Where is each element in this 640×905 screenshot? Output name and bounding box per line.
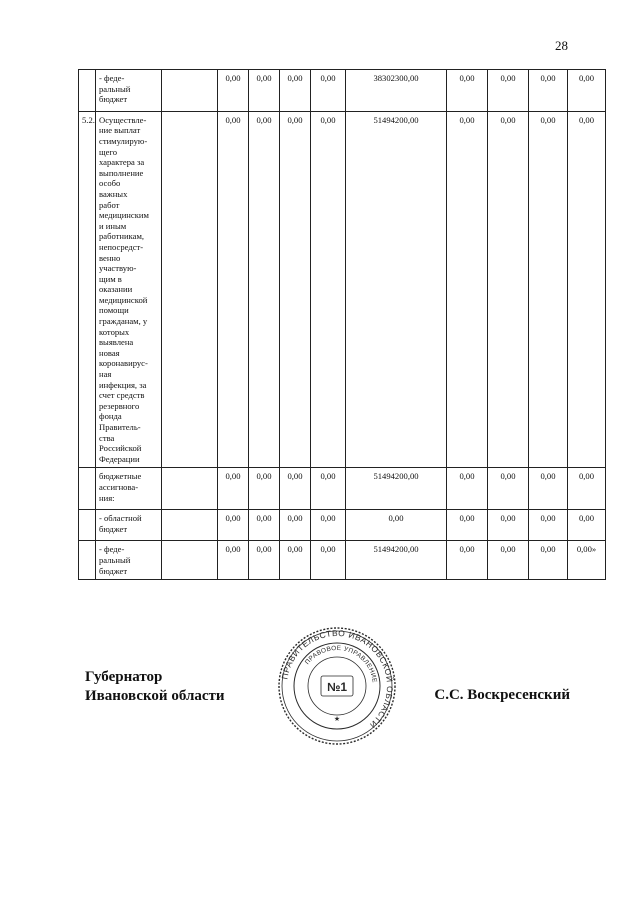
value-cell: 0,00 xyxy=(568,510,606,541)
value-cell: 0,00 xyxy=(311,111,346,468)
value-cell: 0,00 xyxy=(218,468,249,510)
value-cell: 51494200,00 xyxy=(346,111,447,468)
value-cell: 0,00 xyxy=(488,70,529,112)
value-cell: 0,00 xyxy=(311,541,346,580)
value-cell: 0,00 xyxy=(311,510,346,541)
signature-title-line1: Губернатор xyxy=(85,669,163,685)
value-cell: 0,00 xyxy=(488,111,529,468)
value-cell: 0,00 xyxy=(218,70,249,112)
row-name-cell xyxy=(96,468,162,510)
value-cell: 0,00 xyxy=(280,468,311,510)
value-cell: 0,00 xyxy=(346,510,447,541)
row-name-cell xyxy=(96,541,162,580)
value-cell: 0,00 xyxy=(529,111,568,468)
row-name-text: Осуществле- ние выплат стимулирую- щего характера за выполнение особо важных работ медицинским и иным работникам, непосредст- венно участвую- щим в оказании медицинской помощи гражданам, у которых выявлена новая коронавирус- ная инфекция, за счет средств резервного фонда Правитель- ства Российской Федерации xyxy=(99,114,149,464)
page-number: 28 xyxy=(555,38,568,53)
value-cell: 0,00 xyxy=(311,468,346,510)
value-cell: 0,00 xyxy=(280,111,311,468)
row-empty-cell xyxy=(162,541,218,580)
value-cell: 0,00 xyxy=(488,541,529,580)
value-cell: 0,00 xyxy=(249,70,280,112)
value-cell: 0,00 xyxy=(249,541,280,580)
table-row xyxy=(79,468,606,510)
value-cell: 0,00 xyxy=(568,111,606,468)
budget-table xyxy=(78,69,606,580)
row-name-cell xyxy=(96,70,162,112)
table-row xyxy=(79,111,606,468)
signature-title-line2: Ивановской области xyxy=(85,688,225,704)
row-index-cell xyxy=(79,70,96,112)
value-cell: 0,00 xyxy=(447,468,488,510)
table-row xyxy=(79,70,606,112)
seal-inner-text: ПРАВОВОЕ УПРАВЛЕНИЕ xyxy=(303,644,378,684)
seal-outer-text: ПРАВИТЕЛЬСТВО ИВАНОВСКОЙ ОБЛАСТИ xyxy=(279,627,396,731)
value-cell: 0,00 xyxy=(218,541,249,580)
value-cell: 38302300,00 xyxy=(346,70,447,112)
value-cell: 0,00 xyxy=(218,111,249,468)
value-cell: 0,00 xyxy=(488,510,529,541)
value-cell: 0,00 xyxy=(311,70,346,112)
value-cell: 0,00 xyxy=(447,510,488,541)
value-cell: 0,00 xyxy=(529,541,568,580)
value-cell: 0,00 xyxy=(568,468,606,510)
value-cell: 0,00 xyxy=(249,111,280,468)
value-cell: 0,00 xyxy=(529,70,568,112)
value-cell: 51494200,00 xyxy=(346,468,447,510)
value-cell: 51494200,00 xyxy=(346,541,447,580)
row-name-text: - областной бюджет xyxy=(99,513,142,534)
row-empty-cell xyxy=(162,70,218,112)
row-index-cell xyxy=(79,510,96,541)
value-cell: 0,00 xyxy=(447,541,488,580)
row-empty-cell xyxy=(162,510,218,541)
row-name-cell xyxy=(96,510,162,541)
value-cell: 0,00 xyxy=(529,468,568,510)
value-cell: 0,00 xyxy=(249,510,280,541)
table-body xyxy=(79,70,606,580)
official-seal xyxy=(277,626,397,746)
signature-name: С.С. Воскресенский xyxy=(434,687,570,703)
row-index-cell xyxy=(79,468,96,510)
value-cell: 0,00 xyxy=(249,468,280,510)
value-cell: 0,00 xyxy=(280,510,311,541)
table-row xyxy=(79,510,606,541)
value-cell: 0,00 xyxy=(447,70,488,112)
seal-number: №1 xyxy=(326,680,348,694)
row-index-cell xyxy=(79,541,96,580)
value-cell: 0,00 xyxy=(529,510,568,541)
value-cell: 0,00 xyxy=(568,70,606,112)
row-empty-cell xyxy=(162,111,218,468)
signature-title xyxy=(85,668,225,706)
value-cell: 0,00 xyxy=(280,541,311,580)
row-index-cell: 5.2. xyxy=(79,111,96,468)
row-name-text: бюджетные ассигнова- ния: xyxy=(99,471,142,503)
row-name-text: - феде- ральный бюджет xyxy=(99,73,131,105)
row-name-text: - феде- ральный бюджет xyxy=(99,544,131,576)
star-icon: ★ xyxy=(333,716,341,723)
value-cell: 0,00 xyxy=(280,70,311,112)
row-empty-cell xyxy=(162,468,218,510)
value-cell: 0,00 xyxy=(218,510,249,541)
table-row xyxy=(79,541,606,580)
row-name-cell xyxy=(96,111,162,468)
value-cell: 0,00 xyxy=(488,468,529,510)
value-cell: 0,00 xyxy=(447,111,488,468)
value-cell: 0,00» xyxy=(568,541,606,580)
